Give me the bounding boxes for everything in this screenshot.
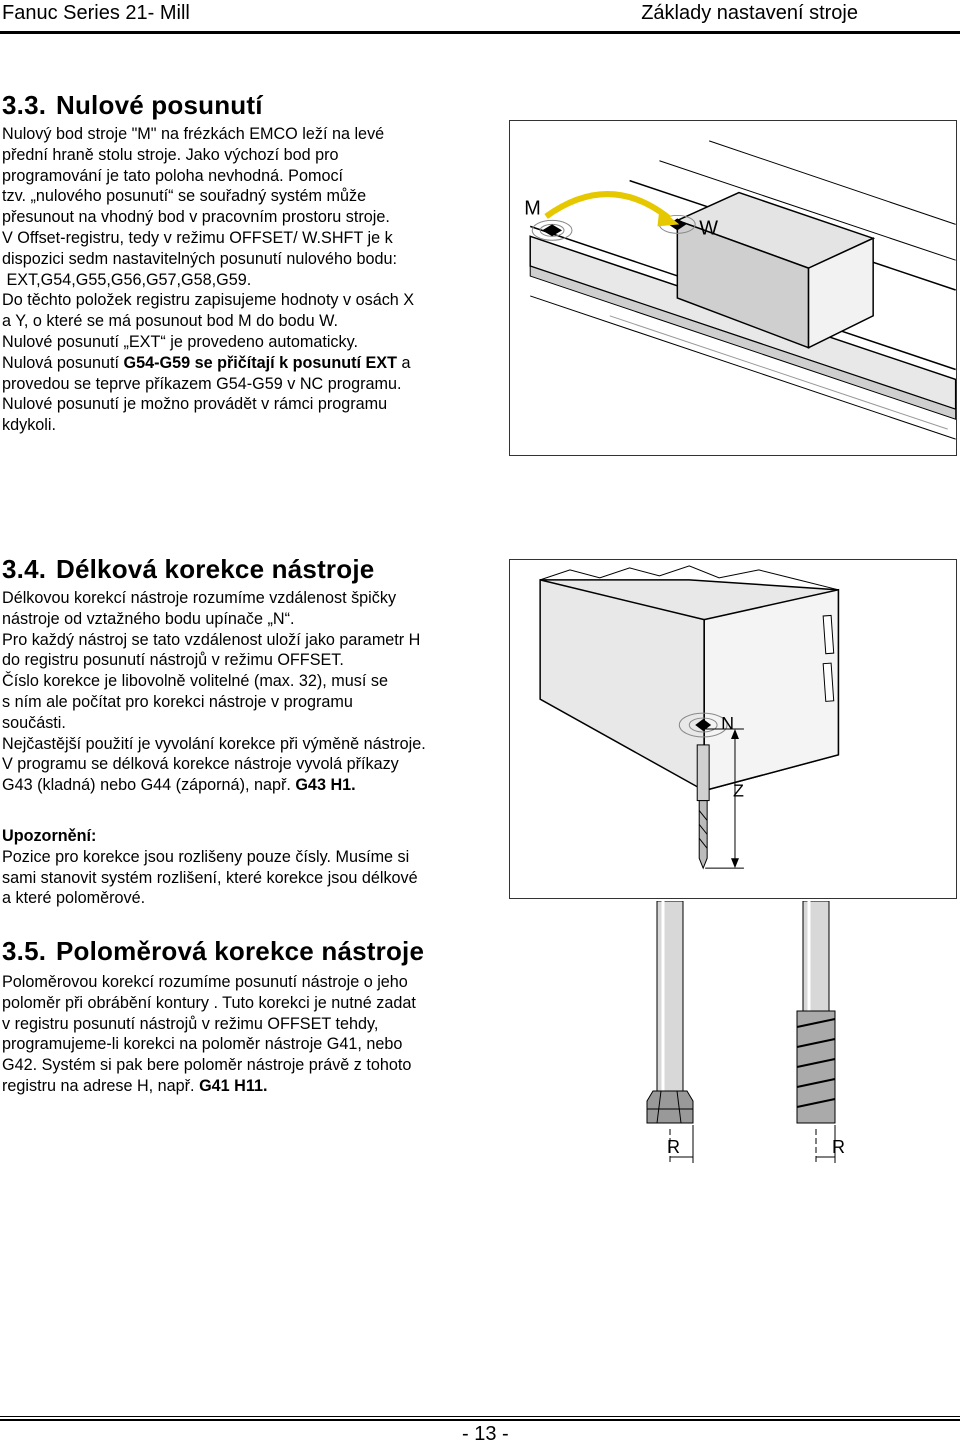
paragraph-line: nástroje od vztažného bodu upínače „N“. — [2, 609, 295, 628]
cutters-illustration — [627, 901, 857, 1181]
paragraph-line: programujeme-li korekci na poloměr nástroje G41, nebo — [2, 1035, 403, 1054]
paragraph-line: dispozici sedm nastavitelných posunutí nulového bodu: — [2, 249, 398, 268]
paragraph-line: v registru posunutí nástrojů v režimu OFFSET tehdy, — [2, 1014, 379, 1033]
paragraph-line: V programu se délková korekce nástroje vyvolá příkazy — [2, 755, 399, 774]
paragraph-line: do registru posunutí nástrojů v režimu OFFSET. — [2, 651, 344, 670]
label-r-right: R — [832, 1137, 845, 1157]
section-3-3-heading — [2, 90, 263, 121]
section-3-4-heading — [2, 554, 374, 585]
page-number: - 13 - — [462, 1423, 509, 1445]
paragraph-line: Délkovou korekcí nástroje rozumíme vzdálenost špičky — [2, 589, 397, 607]
paragraph-line: a které poloměrové. — [2, 889, 146, 908]
paragraph-line: poloměr při obrábění kontury . Tuto korekci je nutné zadat — [2, 993, 416, 1012]
header-left-title: Fanuc Series 21- Mill — [2, 2, 190, 24]
bold-text-run: G41 H11. — [199, 1076, 268, 1095]
paragraph-line: Do těchto položek registru zapisujeme hodnoty v osách X — [2, 291, 415, 310]
paragraph-line: Nulové posunutí je možno provádět v rámci programu — [2, 395, 388, 414]
paragraph-line: Pro každý nástroj se tato vzdálenost uloží jako parametr H — [2, 630, 421, 649]
tool-length-figure — [509, 559, 957, 899]
section-title: Poloměrová korekce nástroje — [56, 936, 425, 966]
section-3-5-heading — [2, 936, 424, 967]
paragraph-line: přední hraně stolu stroje. Jako výchozí bod pro — [2, 145, 339, 164]
zero-offset-figure — [509, 120, 957, 456]
paragraph-line — [2, 1076, 502, 1097]
note-block — [2, 826, 502, 909]
header-right-title: Základy nastavení stroje — [641, 2, 858, 24]
bold-text-run: G54-G59 se přičítají k posunutí EXT — [123, 353, 397, 372]
header-rule — [0, 32, 960, 34]
note-title — [2, 826, 502, 847]
text-run: Nulová posunutí — [2, 353, 124, 372]
paragraph-line: kdykoli. — [2, 416, 56, 435]
paragraph-line: V Offset-registru, tedy v režimu OFFSET/ W.SHFT je k — [2, 228, 393, 247]
tool-holder-illustration — [510, 560, 956, 898]
section-3-4-body — [2, 588, 502, 796]
text-run: G43 (kladná) nebo G44 (záporná), např. — [2, 776, 296, 795]
tool-radius-figure — [627, 901, 857, 1181]
section-title: Nulové posunutí — [56, 90, 263, 120]
machine-table-illustration — [510, 121, 956, 455]
paragraph-line: Nulový bod stroje "M" na frézkách EMCO leží na levé — [2, 125, 385, 143]
text-run: registru na adrese H, např. — [2, 1076, 200, 1095]
paragraph-line: EXT,G54,G55,G56,G57,G58,G59. — [2, 270, 252, 289]
section-title: Délková korekce nástroje — [56, 554, 375, 584]
paragraph-line: přesunout na vhodný bod v pracovním prostoru stroje. — [2, 208, 390, 227]
paragraph-line: a Y, o které se má posunout bod M do bodu W. — [2, 312, 338, 331]
section-number: 3.5. — [2, 936, 47, 966]
paragraph-line: sami stanovit systém rozlišení, které korekce jsou délkové — [2, 868, 418, 887]
paragraph-line: tzv. „nulového posunutí“ se souřadný systém může — [2, 187, 367, 206]
paragraph-line — [2, 775, 502, 796]
label-m: M — [524, 197, 541, 220]
paragraph-line — [2, 353, 502, 374]
paragraph-line: Pozice pro korekce jsou rozlišeny pouze čísly. Musíme si — [2, 847, 410, 866]
paragraph-line: s ním ale počítat pro korekci nástroje v programu — [2, 692, 353, 711]
label-z: Z — [733, 780, 744, 801]
paragraph-line: provedou se teprve příkazem G54-G59 v NC programu. — [2, 374, 402, 393]
section-3-3-body — [2, 124, 502, 436]
footer-rule — [0, 1419, 960, 1421]
section-3-5-body — [2, 972, 502, 1097]
paragraph-line: Nulové posunutí „EXT“ je provedeno automaticky. — [2, 332, 359, 351]
label-r-left: R — [667, 1137, 680, 1157]
paragraph-line: programování je tato poloha nevhodná. Pomocí — [2, 166, 344, 185]
paragraph-line: G42. Systém si pak bere poloměr nástroje právě z tohoto — [2, 1056, 412, 1075]
paragraph-line: Číslo korekce je libovolně volitelné (max. 32), musí se — [2, 672, 388, 691]
paragraph-line: Poloměrovou korekcí rozumíme posunutí nástroje o jeho — [2, 973, 408, 991]
label-n: N — [721, 713, 734, 733]
bold-text-run: Upozornění: — [2, 827, 97, 845]
bold-text-run: G43 H1. — [295, 776, 356, 795]
section-number: 3.3. — [2, 90, 47, 120]
paragraph-line: součásti. — [2, 713, 66, 732]
paragraph-line: Nejčastější použití je vyvolání korekce při výměně nástroje. — [2, 734, 426, 753]
page-header — [0, 0, 960, 34]
text-run: a — [396, 353, 411, 372]
label-w: W — [699, 217, 718, 240]
section-number: 3.4. — [2, 554, 47, 584]
